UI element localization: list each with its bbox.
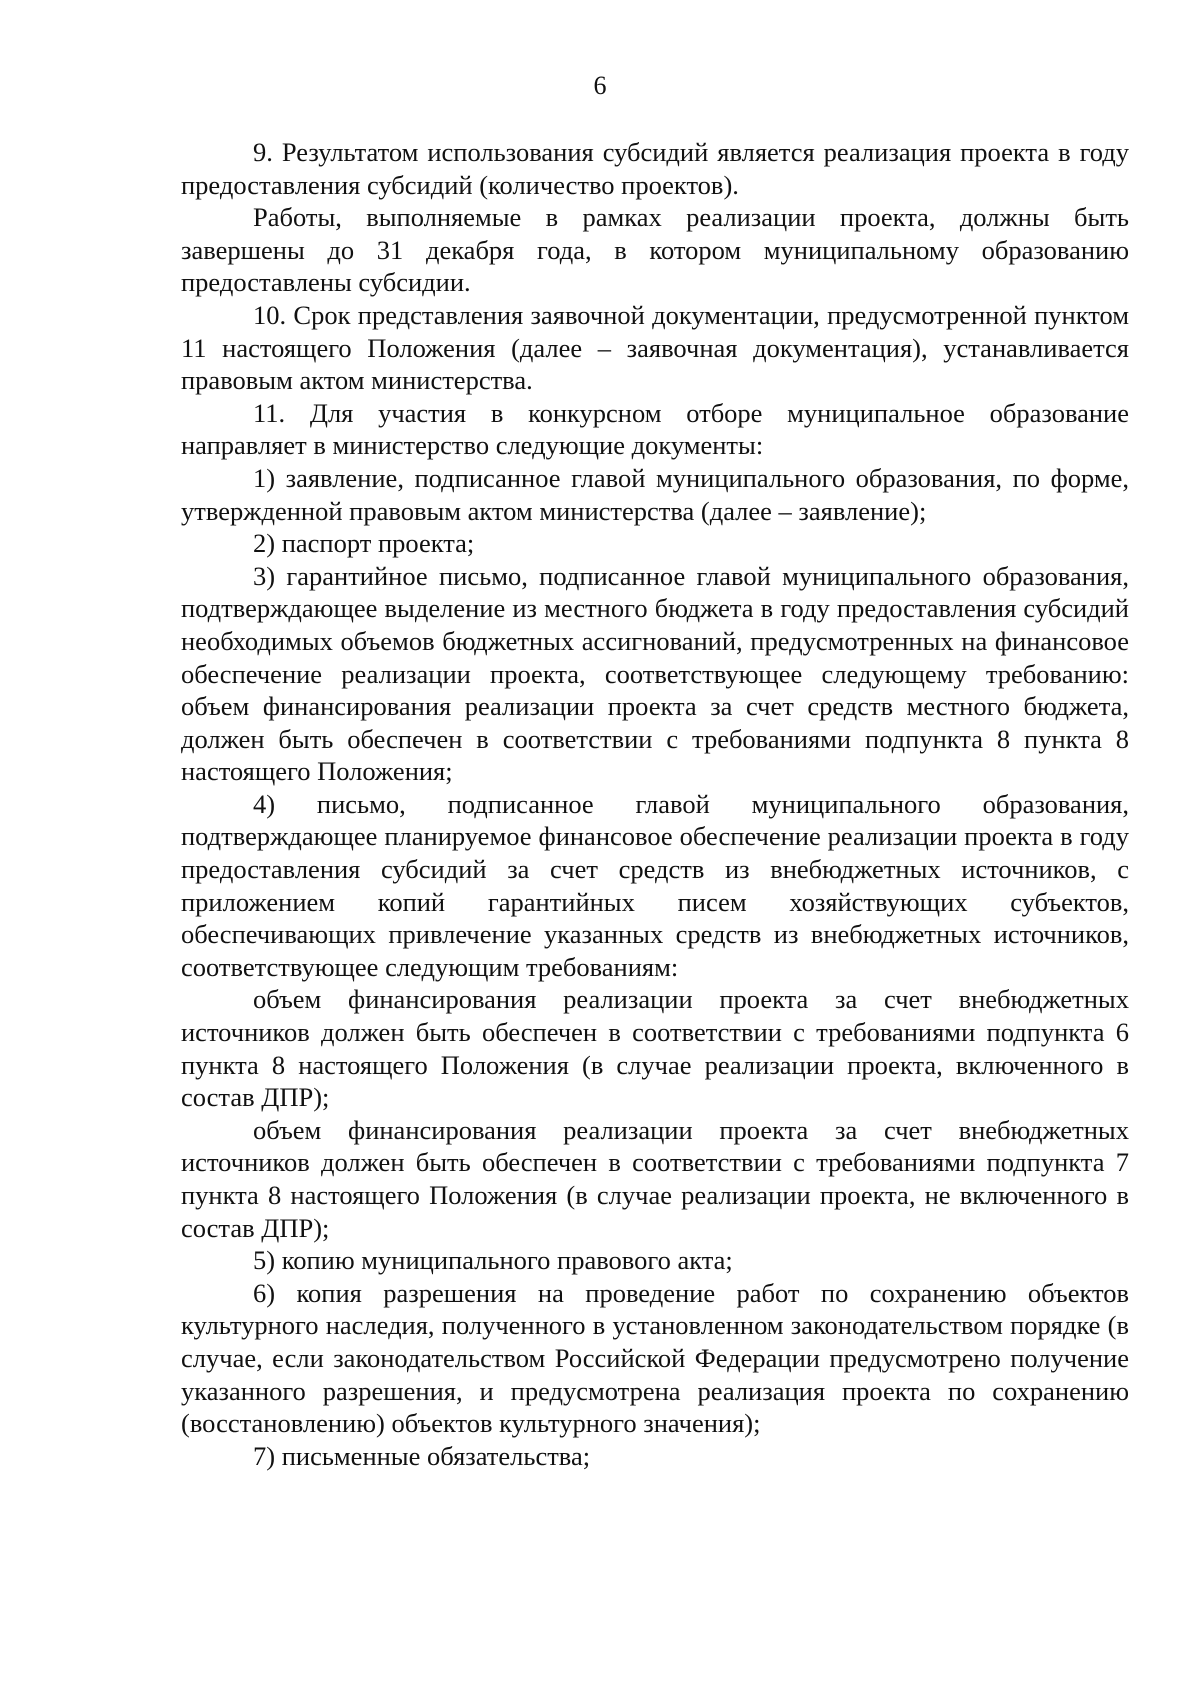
list-item-2-passport: 2) паспорт проекта; [253, 528, 475, 559]
paragraph-works-deadline: Работы, выполняемые в рамках реализации проекта, должны быть завершены до 31 декабря года, в котором муниципальному образованию предоставлены субсидии. [181, 202, 1129, 298]
list-item-6-permission-copy: 6) копия разрешения на проведение работ по сохранению объектов культурного наследия, полученного в установленном законодательством порядке (в случае, если законодательством Российской Федерации предусмотрено получение указанного разрешения, и предусмотрена реализация проекта по сохранению (восстановлению) объектов культурного значения); [181, 1277, 1129, 1439]
list-item-4-letter: 4) письмо, подписанное главой муниципального образования, подтверждающее планируемое финансовое обеспечение реализации проекта в году предоставления субсидий за счет средств из внебюджетных источников, с приложением копий гарантийных писем хозяйствующих субъектов, обеспечивающих привлечение указанных средств из внебюджетных источников, соответствующее следующим требованиям: [181, 788, 1129, 982]
paragraph-item-11: 11. Для участия в конкурсном отборе муниципальное образование направляет в министерство следующие документы: [181, 397, 1129, 461]
list-item-1-application: 1) заявление, подписанное главой муниципального образования, по форме, утвержденной правовым актом министерства (далее – заявление); [181, 462, 1129, 526]
paragraph-item-10: 10. Срок представления заявочной документации, предусмотренной пунктом 11 настоящего Положения (далее – заявочная документация), устанавливается правовым актом министерства. [181, 299, 1129, 396]
page-number: 6 [593, 71, 607, 100]
requirement-dpr-not-included: объем финансирования реализации проекта за счет внебюджетных источников должен быть обеспечен в соответствии с требованиями подпункта 7 пункта 8 настоящего Положения (в случае реализации проекта, не включенного в состав ДПР); [181, 1114, 1129, 1243]
paragraph-item-9: 9. Результатом использования субсидий является реализация проекта в году предоставления субсидий (количество проектов). [181, 137, 1129, 200]
list-item-5-legal-act-copy: 5) копию муниципального правового акта; [253, 1245, 733, 1276]
list-item-3-guarantee-letter: 3) гарантийное письмо, подписанное главой муниципального образования, подтверждающее выделение из местного бюджета в году предоставления субсидий необходимых объемов бюджетных ассигнований, предусмотренных на финансовое обеспечение реализации проекта, соответствующее следующему требованию: объем финансирования реализации проекта за счет средств местного бюджета, должен быть обеспечен в соответствии с требованиями подпункта 8 пункта 8 настоящего Положения; [181, 560, 1129, 787]
document-body [181, 136, 1129, 1472]
list-item-7-obligations: 7) письменные обязательства; [253, 1440, 591, 1471]
requirement-dpr-included: объем финансирования реализации проекта за счет внебюджетных источников должен быть обеспечен в соответствии с требованиями подпункта 6 пункта 8 настоящего Положения (в случае реализации проекта, включенного в состав ДПР); [181, 984, 1129, 1113]
